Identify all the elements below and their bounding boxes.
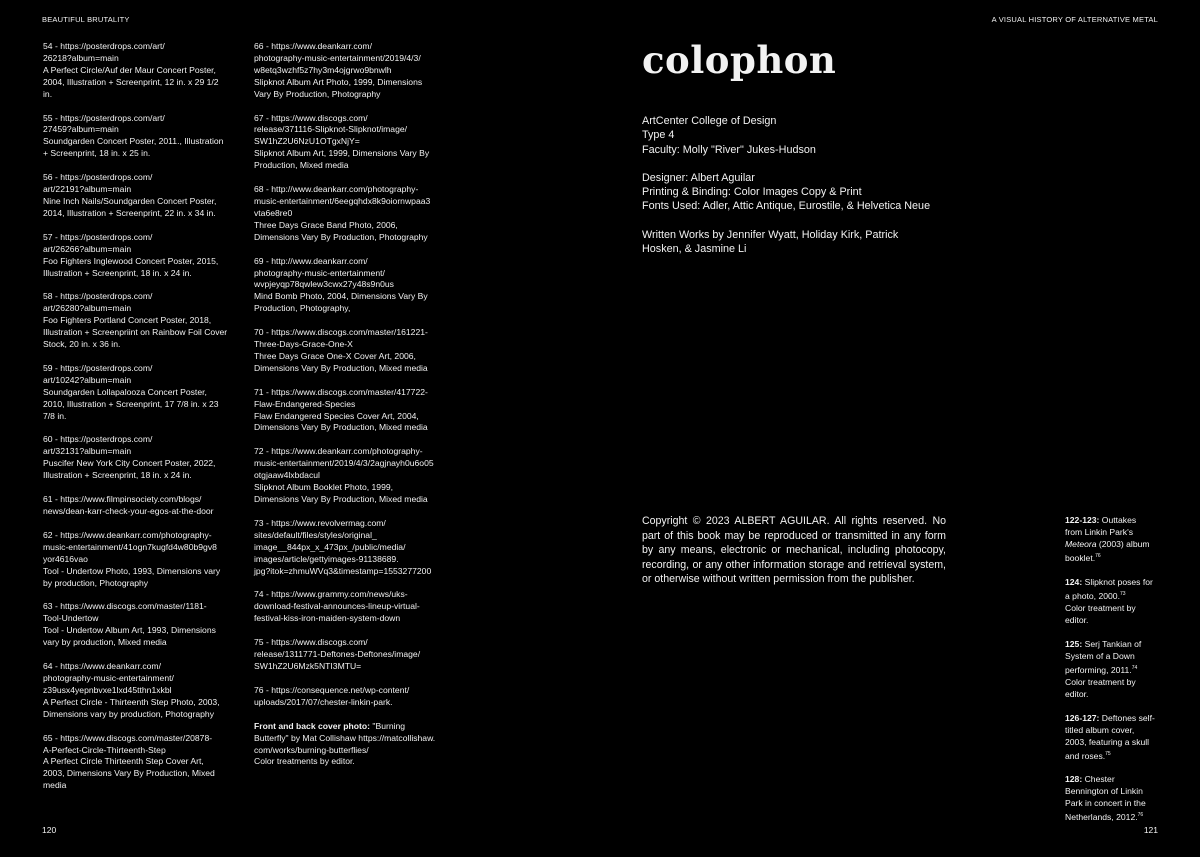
copyright-notice: Copyright © 2023 ALBERT AGUILAR. All rights reserved. No part of this book may be reproduced or transmitted in any form by any means, electronic or mechanical, including photocopy, recording, or any other information storage and retrieval system, or otherwise without written permission from the publisher. <box>642 515 946 585</box>
reference-entry <box>254 41 459 101</box>
reference-line: + Screenprint, 18 in. x 25 in. <box>43 148 151 159</box>
reference-line: 67 - https://www.discogs.com/ <box>254 112 368 123</box>
references-column-2 <box>254 41 459 780</box>
reference-entry <box>254 446 459 506</box>
caption-item <box>1065 712 1155 762</box>
reference-entry <box>43 363 243 423</box>
cover-credit-line: Color treatments by editor. <box>254 756 355 767</box>
credits-line: Type 4 <box>642 129 675 142</box>
cover-credit-line: com/works/burning-butterflies/ <box>254 744 369 755</box>
reference-line: 69 - http://www.deankarr.com/ <box>254 255 368 266</box>
reference-line: 58 - https://posterdrops.com/ <box>43 291 153 302</box>
caption-footnote-ref: 76 <box>1095 553 1101 559</box>
reference-line: Puscifer New York City Concert Poster, 2022, <box>43 458 216 469</box>
reference-line: Illustration + Screenpriint on Rainbow Foil Cover <box>43 327 228 338</box>
reference-entry <box>43 172 243 220</box>
reference-line: 2014, Illustration + Screenprint, 22 in. x 34 in. <box>43 207 216 218</box>
reference-line: 61 - https://www.filmpinsociety.com/blogs/ <box>43 494 202 505</box>
reference-line: Soundgarden Concert Poster, 2011., Illustration <box>43 136 224 147</box>
reference-line: 2004, Illustration + Screenprint, 12 in. x 29 1/2 <box>43 76 219 87</box>
caption-text: Deftones self-titled album cover, 2003, featuring a skull and roses. <box>1065 712 1155 761</box>
caption-item <box>1065 514 1155 564</box>
reference-line: music-entertainment/2019/4/3/2agjnayh0u6o05 <box>254 458 434 469</box>
reference-line: photography-music-entertainment/2019/4/3/ <box>254 52 421 63</box>
references-column-1 <box>43 41 243 804</box>
reference-line: 68 - http://www.deankarr.com/photography- <box>254 184 419 195</box>
reference-line: 63 - https://www.discogs.com/master/1181- <box>43 601 207 612</box>
reference-entry <box>43 601 243 649</box>
reference-line: Dimensions Vary By Production, Mixed media <box>254 422 428 433</box>
reference-line: 2010, Illustration + Screenprint, 17 7/8 in. x 23 <box>43 398 219 409</box>
credits-line: Designer: Albert Aguilar <box>642 171 755 184</box>
reference-line: SW1hZ2U6NzU1OTgxNjY= <box>254 136 360 147</box>
caption-page-ref: 122-123: <box>1065 515 1100 525</box>
reference-line: Soundgarden Lollapalooza Concert Poster, <box>43 386 207 397</box>
reference-line: art/32131?album=main <box>43 446 132 457</box>
caption-text: Chester Bennington of Linkin Park in concert in the Netherlands, 2012. <box>1065 774 1146 823</box>
reference-line: 7/8 in. <box>43 410 67 421</box>
reference-entry <box>43 232 243 280</box>
caption-text: Serj Tankian of System of a Down performing, 2011. <box>1065 638 1142 675</box>
reference-line: uploads/2017/07/chester-linkin-park. <box>254 696 393 707</box>
reference-entry <box>43 113 243 161</box>
caption-page-ref: 124: <box>1065 576 1083 587</box>
credits-line: Printing & Binding: Color Images Copy & Print <box>642 186 862 199</box>
reference-line: 76 - https://consequence.net/wp-content/ <box>254 684 410 695</box>
cover-credit <box>254 721 459 769</box>
reference-line: Production, Mixed media <box>254 160 349 171</box>
reference-line: image__844px_x_473px_/public/media/ <box>254 541 406 552</box>
reference-line: 59 - https://posterdrops.com/ <box>43 362 153 373</box>
reference-entry <box>254 184 459 244</box>
reference-line: otgjaaw4lxbdacul <box>254 470 320 481</box>
credits-group <box>642 171 982 214</box>
reference-line: A-Perfect-Circle-Thirteenth-Step <box>43 744 166 755</box>
credits-group <box>642 114 982 157</box>
reference-entry <box>254 589 459 625</box>
reference-line: Slipknot Album Art, 1999, Dimensions Vary By <box>254 148 430 159</box>
caption-footnote-ref: 75 <box>1105 750 1111 757</box>
reference-line: 56 - https://posterdrops.com/ <box>43 172 153 183</box>
reference-line: vta6e8re0 <box>254 207 293 218</box>
reference-line: by production, Photography <box>43 577 149 588</box>
reference-entry <box>43 530 243 590</box>
reference-line: festival-kiss-iron-maiden-system-down <box>254 613 401 624</box>
caption-credit: Color treatment by editor. <box>1065 602 1136 625</box>
reference-line: in. <box>43 88 53 99</box>
cover-credit-line <box>254 721 459 733</box>
running-header-right: A VISUAL HISTORY OF ALTERNATIVE METAL <box>991 15 1158 24</box>
reference-entry <box>43 291 243 351</box>
reference-entry <box>43 494 243 518</box>
reference-entry <box>254 685 459 709</box>
running-header-left: BEAUTIFUL BRUTALITY <box>42 15 130 24</box>
reference-line: Flaw-Endangered-Species <box>254 398 356 409</box>
reference-line: release/371116-Slipknot-Slipknot/image/ <box>254 124 408 135</box>
reference-line: 72 - https://www.deankarr.com/photography- <box>254 446 423 457</box>
reference-line: Three Days Grace Band Photo, 2006, <box>254 219 398 230</box>
reference-line: Dimensions Vary By Production, Mixed media <box>254 362 428 373</box>
reference-line: Illustration + Screenprint, 18 in. x 24 in. <box>43 267 192 278</box>
reference-line: art/22191?album=main <box>43 184 132 195</box>
cover-credit-label: Front and back cover photo: <box>254 720 371 731</box>
credits-line: Faculty: Molly "River" Jukes-Hudson <box>642 143 816 156</box>
reference-line: Slipknot Album Art Photo, 1999, Dimensions <box>254 76 423 87</box>
reference-entry <box>43 661 243 721</box>
reference-line: media <box>43 780 67 791</box>
caption-footnote-ref: 74 <box>1131 664 1138 671</box>
reference-line: 75 - https://www.discogs.com/ <box>254 637 368 648</box>
reference-line: Flaw Endangered Species Cover Art, 2004, <box>254 410 419 421</box>
reference-line: Stock, 20 in. x 36 in. <box>43 339 121 350</box>
reference-line: sites/default/files/styles/original_ <box>254 529 377 540</box>
reference-line: art/26266?album=main <box>43 243 132 254</box>
credits-line: Hosken, & Jasmine Li <box>642 243 747 256</box>
reference-entry <box>254 113 459 173</box>
reference-line: Production, Photography, <box>254 303 351 314</box>
reference-line: Dimensions Vary By Production, Photography <box>254 231 428 242</box>
reference-line: 74 - https://www.grammy.com/news/uks- <box>254 589 408 600</box>
caption-credit: Color treatment by editor. <box>1065 676 1136 699</box>
reference-line: vary by production, Mixed media <box>43 637 167 648</box>
caption-item <box>1065 576 1155 626</box>
caption-footnote-ref: 73 <box>1119 590 1126 597</box>
caption-text: Slipknot poses for a photo, 2000. <box>1065 576 1153 601</box>
reference-line: photography-music-entertainment/ <box>254 267 385 278</box>
reference-line: music-entertainment/41ogn7kugfd4w80b9gv8 <box>43 541 217 552</box>
reference-line: 26218?album=main <box>43 52 119 63</box>
reference-line: wvpjeyqp78qwlew3cwx27y48s9n0us <box>254 279 394 290</box>
reference-line: Vary By Production, Photography <box>254 88 381 99</box>
reference-line: 57 - https://posterdrops.com/ <box>43 231 153 242</box>
reference-line: images/article/gettyimages-91138689. <box>254 553 399 564</box>
reference-line: 65 - https://www.discogs.com/master/20878- <box>43 732 213 743</box>
reference-line: 73 - https://www.revolvermag.com/ <box>254 517 386 528</box>
reference-line: art/26280?album=main <box>43 303 132 314</box>
page-number-left: 120 <box>42 825 57 835</box>
image-captions <box>1065 514 1155 835</box>
credits-line: Fonts Used: Adler, Attic Antique, Eurostile, & Helvetica Neue <box>642 200 931 213</box>
reference-line: Dimensions vary by production, Photography <box>43 708 215 719</box>
caption-item <box>1065 773 1155 823</box>
caption-text: (2003) album booklet. <box>1065 539 1150 563</box>
right-page <box>600 0 1200 857</box>
reference-line: w8etq3wzhf5z7hy3m4ojgrwo9bnwlh <box>254 64 392 75</box>
reference-line: 64 - https://www.deankarr.com/ <box>43 661 161 672</box>
credits-line: ArtCenter College of Design <box>642 115 777 127</box>
reference-entry <box>43 733 243 793</box>
reference-line: 55 - https://posterdrops.com/art/ <box>43 112 165 123</box>
reference-line: 27459?album=main <box>43 124 119 135</box>
reference-line: jpg?itok=zhmuWVq3&timestamp=1553277200 <box>254 565 432 576</box>
reference-line: 62 - https://www.deankarr.com/photography- <box>43 529 212 540</box>
reference-line: Foo Fighters Inglewood Concert Poster, 2015, <box>43 255 219 266</box>
reference-entry <box>254 256 459 316</box>
page-title: colophon <box>642 38 837 82</box>
reference-line: download-festival-announces-lineup-virtual- <box>254 601 420 612</box>
reference-entry <box>254 518 459 578</box>
reference-line: Mind Bomb Photo, 2004, Dimensions Vary By <box>254 291 428 302</box>
reference-line: 70 - https://www.discogs.com/master/161221- <box>254 327 428 338</box>
cover-credit-text: "Burning <box>370 720 406 731</box>
reference-entry <box>254 387 459 435</box>
caption-item <box>1065 638 1155 700</box>
reference-line: 2003, Dimensions Vary By Production, Mixed <box>43 768 215 779</box>
reference-line: music-entertainment/6eegqhdx8k9oiornwpaa3 <box>254 195 431 206</box>
reference-line: Tool - Undertow Album Art, 1993, Dimensions <box>43 625 216 636</box>
reference-line: photography-music-entertainment/ <box>43 672 174 683</box>
reference-entry <box>254 327 459 375</box>
reference-line: news/dean-karr-check-your-egos-at-the-door <box>43 506 214 516</box>
reference-line: Three-Days-Grace-One-X <box>254 339 353 350</box>
reference-entry <box>254 637 459 673</box>
reference-line: Three Days Grace One-X Cover Art, 2006, <box>254 350 416 361</box>
caption-title: Meteora <box>1065 539 1097 549</box>
reference-line: Tool-Undertow <box>43 613 99 624</box>
reference-line: SW1hZ2U6Mzk5NTI3MTU= <box>254 660 362 671</box>
reference-line: Nine Inch Nails/Soundgarden Concert Poster, <box>43 195 217 206</box>
reference-line: z39usx4yepnbvxe1lxd45tthn1xkbl <box>43 684 172 695</box>
reference-line: A Perfect Circle/Auf der Maur Concert Poster, <box>43 64 216 75</box>
page-number-right: 121 <box>1143 825 1158 835</box>
reference-line: 66 - https://www.deankarr.com/ <box>254 41 372 51</box>
reference-line: Illustration + Screenprint, 18 in. x 24 in. <box>43 470 192 481</box>
reference-line: Tool - Undertow Photo, 1993, Dimensions vary <box>43 565 221 576</box>
reference-line: art/10242?album=main <box>43 374 132 385</box>
reference-line: Foo Fighters Portland Concert Poster, 2018, <box>43 315 212 326</box>
reference-line: Dimensions Vary By Production, Mixed media <box>254 494 428 504</box>
credits-group <box>642 228 982 257</box>
credits-line: Written Works by Jennifer Wyatt, Holiday Kirk, Patrick <box>642 228 899 241</box>
reference-line: release/1311771-Deftones-Deftones/image/ <box>254 649 421 660</box>
caption-page-ref: 126-127: <box>1065 712 1100 723</box>
reference-line: Slipknot Album Booklet Photo, 1999, <box>254 482 394 493</box>
caption-page-ref: 128: <box>1065 774 1083 785</box>
caption-text: Outtakes from Linkin Park's <box>1065 515 1137 537</box>
reference-entry <box>43 41 243 101</box>
reference-entry <box>43 434 243 482</box>
reference-line: A Perfect Circle - Thirteenth Step Photo, 2003, <box>43 696 220 707</box>
caption-footnote-ref: 76 <box>1137 812 1144 819</box>
reference-line: A Perfect Circle Thirteenth Step Cover Art, <box>43 756 204 767</box>
cover-credit-line: Butterfly" by Mat Collishaw https://matcollishaw. <box>254 732 436 743</box>
caption-page-ref: 125: <box>1065 638 1083 649</box>
reference-line: 54 - https://posterdrops.com/art/ <box>43 41 165 51</box>
credits-block <box>642 114 982 270</box>
reference-line: 60 - https://posterdrops.com/ <box>43 434 153 445</box>
reference-line: 71 - https://www.discogs.com/master/417722- <box>254 386 428 397</box>
reference-line: yor4616vao <box>43 553 88 564</box>
